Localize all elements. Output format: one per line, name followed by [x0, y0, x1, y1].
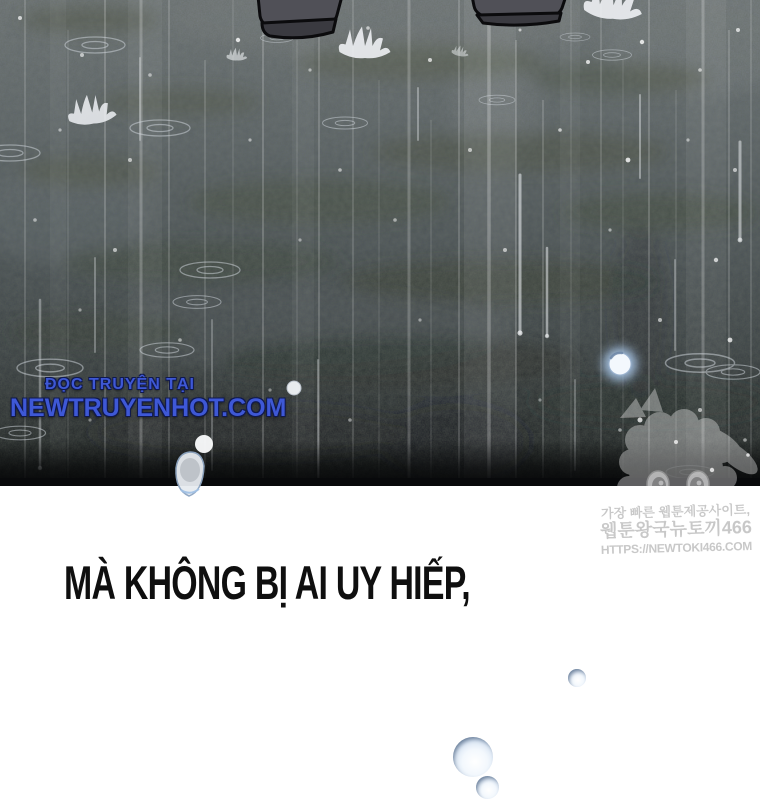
- water-droplet-large: [453, 737, 493, 777]
- watermark-kr-line2: 웹툰왕국뉴토끼466: [599, 517, 753, 542]
- watermark-kr-url: HTTPS://NEWTOKI466.COM: [600, 539, 753, 558]
- watermark-vi-line2: NEWTRUYENHOT.COM: [10, 394, 287, 423]
- watermark-kr-line1: 가장 빠른 웹툰제공사이트,: [600, 502, 751, 521]
- water-droplet-small: [568, 669, 586, 687]
- watermark-vi-line1: ĐỌC TRUYỆN TẠI: [45, 376, 195, 393]
- site-watermark-korean: [589, 503, 760, 558]
- glow-droplet: [603, 347, 637, 381]
- dialogue-text: MÀ KHÔNG BỊ AI UY HIẾP,: [64, 556, 470, 609]
- water-droplet-medium: [476, 776, 499, 799]
